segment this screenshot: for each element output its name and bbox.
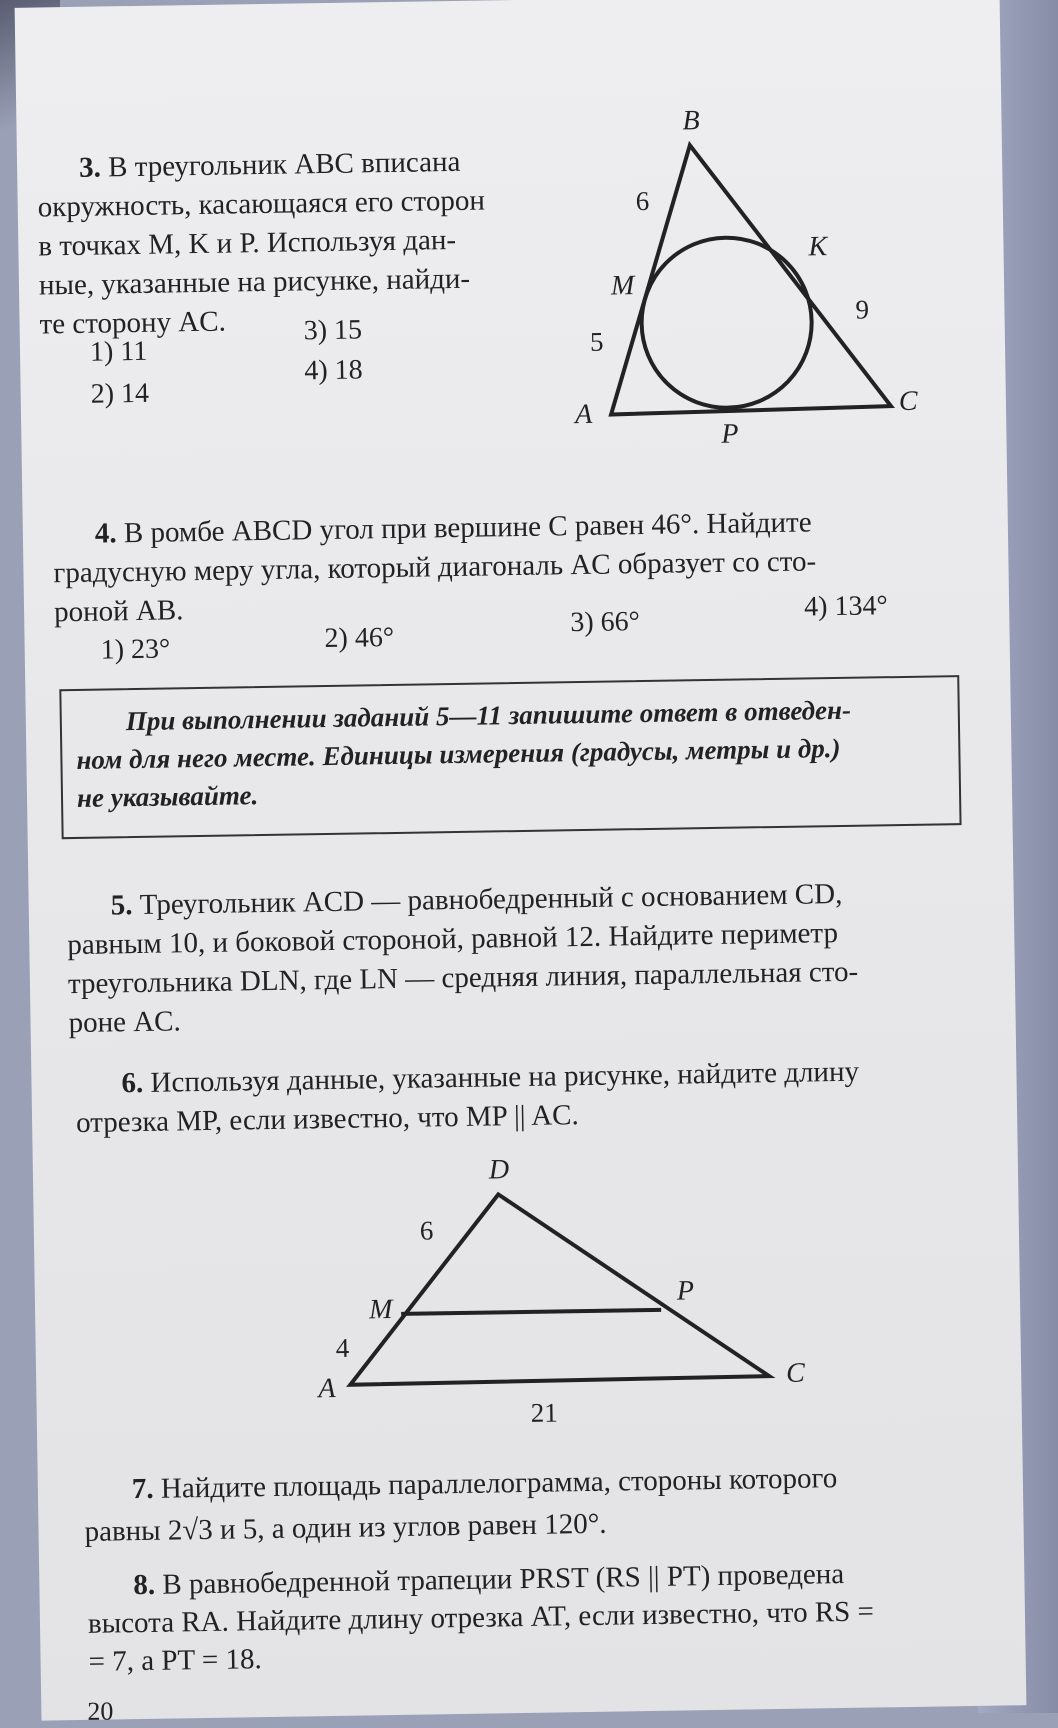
problem-6-figure (283, 1145, 847, 1434)
problem-6-line-2: отрезка MP, если известно, что MP || AC. (75, 1099, 579, 1140)
problem-4-option-2: 2) 46° (324, 621, 395, 655)
problem-3-number: 3. (78, 151, 102, 184)
value-dm: 6 (419, 1215, 434, 1246)
problem-5-line-3: треугольника DLN, где LN — средняя линия, параллельная сто- (67, 955, 859, 1001)
label-a: A (318, 1372, 336, 1405)
label-d: D (488, 1154, 510, 1186)
label-a: A (574, 398, 593, 431)
instruction-box (59, 675, 961, 839)
problem-5-number: 5. (110, 889, 133, 922)
inscribed-circle (640, 236, 813, 409)
problem-4-line-3: роной AB. (53, 594, 184, 629)
problem-3-option-2: 2) 14 (90, 377, 150, 410)
problem-4-option-4: 4) 134° (803, 590, 888, 623)
problem-8-line-1: 8. В равнобедренной трапеции PRST (RS || PT) проведена (133, 1558, 845, 1602)
value-bm: 6 (635, 185, 650, 217)
instruction-line-2: ном для него месте. Единицы измерения (градусы, метры и др.) (76, 732, 841, 775)
textbook-page (15, 0, 1027, 1726)
label-c: C (898, 385, 918, 417)
segment-mp (401, 1310, 661, 1314)
problem-3 (15, 0, 1000, 450)
label-k: K (808, 231, 828, 263)
problem-4-option-3: 3) 66° (570, 606, 641, 639)
label-m: M (610, 270, 635, 302)
problem-3-line-4: ные, указанные на рисунке, найди- (38, 262, 471, 302)
problem-3-option-3: 3) 15 (303, 314, 363, 347)
label-c: C (785, 1357, 806, 1389)
problem-7-line-1: 7. Найдите площадь параллелограмма, стороны которого (131, 1462, 838, 1506)
value-ac: 21 (530, 1397, 558, 1428)
value-ma: 4 (335, 1332, 350, 1363)
problem-4-option-1: 1) 23° (100, 633, 171, 666)
problem-3-figure (556, 93, 992, 460)
triangle-adc (347, 1190, 769, 1385)
problem-3-line-5: те сторону AC. (39, 305, 227, 341)
problem-8-line-3: = 7, а PT = 18. (88, 1643, 262, 1678)
problem-6-line-1: 6. Используя данные, указанные на рисунке, найдите длину (121, 1055, 860, 1100)
label-p: P (676, 1275, 695, 1307)
problem-5-line-1: 5. Треугольник ACD — равнобедренный с основанием CD, (110, 877, 843, 922)
problem-5-line-2: равным 10, и боковой стороной, равной 12. Найдите периметр (67, 917, 839, 962)
page-number: 20 (87, 1696, 114, 1726)
value-kc: 9 (855, 294, 870, 325)
problem-5-line-4: роне AC. (68, 1005, 181, 1040)
problem-8-line-2: высота RA. Найдите длину отрезка AT, если известно, что RS = (87, 1595, 875, 1640)
instruction-line-1: При выполнении заданий 5—11 запишите ответ в отведен- (125, 694, 852, 737)
problem-4-line-1: 4. В ромбе ABCD угол при вершине C равен 46°. Найдите (94, 506, 812, 550)
problem-3-line-1: 3. В треугольник ABC вписана (78, 145, 461, 184)
problem-3-option-4: 4) 18 (304, 354, 363, 387)
problem-6-number: 6. (121, 1066, 144, 1100)
label-p: P (721, 418, 739, 450)
label-b: B (682, 105, 700, 137)
problem-3-line-3: в точках M, K и P. Используя дан- (38, 223, 457, 263)
problem-4-line-2: градусную меру угла, который диагональ AC образует со сто- (53, 545, 817, 590)
label-m: M (368, 1294, 393, 1326)
triangle-abc (607, 142, 891, 414)
problem-3-option-1: 1) 11 (89, 335, 148, 368)
problem-3-line-2: окружность, касающаяся его сторон (37, 184, 486, 224)
problem-8-number: 8. (133, 1568, 156, 1602)
problem-4-number: 4. (94, 517, 117, 550)
problem-7-line-2: равны 2√3 и 5, а один из углов равен 120°. (84, 1507, 607, 1548)
instruction-line-3: не указывайте. (76, 780, 259, 813)
value-ma: 5 (589, 326, 604, 357)
problem-7-number: 7. (131, 1472, 154, 1506)
